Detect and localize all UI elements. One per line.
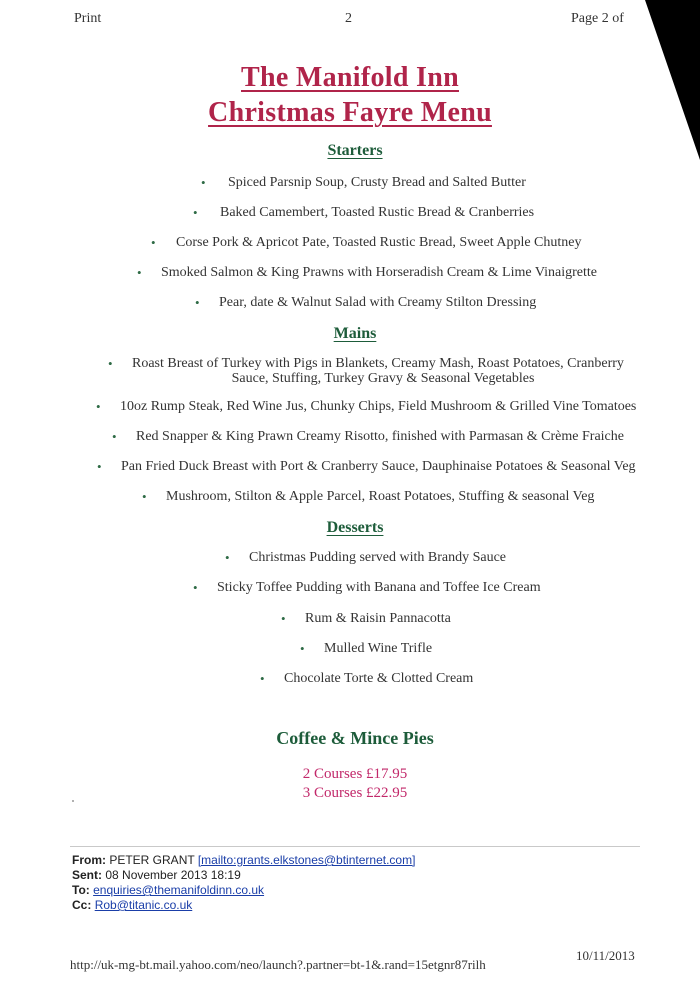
email-cc-line: Cc: Rob@titanic.co.uk — [72, 898, 193, 912]
bullet-icon: • — [112, 429, 117, 444]
coffee-heading: Coffee & Mince Pies — [276, 728, 434, 748]
footer-url: http://uk-mg-bt.mail.yahoo.com/neo/launch?.partner=bt-1&.rand=15etgnr87rilh — [70, 957, 486, 972]
menu-item: • Spiced Parsnip Soup, Crusty Bread and Salted Butter — [201, 175, 526, 190]
print-label: Print — [74, 11, 102, 26]
menu-item: • Mushroom, Stilton & Apple Parcel, Roast Potatoes, Stuffing & seasonal Veg — [142, 489, 595, 504]
page-number: 2 — [345, 11, 352, 26]
bullet-icon: • — [195, 295, 200, 310]
bullet-icon: • — [193, 580, 198, 595]
menu-item: • Chocolate Torte & Clotted Cream — [260, 671, 474, 686]
bullet-icon: • — [193, 205, 198, 220]
bullet-icon: • — [281, 611, 286, 626]
bullet-icon: • — [300, 641, 305, 656]
menu-item: • Smoked Salmon & King Prawns with Horseradish Cream & Lime Vinaigrette — [137, 265, 597, 280]
bullet-icon: • — [260, 671, 265, 686]
page-count: Page 2 of — [571, 11, 624, 26]
bullet-icon: • — [108, 356, 113, 371]
divider — [70, 846, 640, 847]
price-three-courses: 3 Courses £22.95 — [302, 785, 408, 801]
menu-item: • Rum & Raisin Pannacotta — [281, 611, 451, 626]
title-line-2: Christmas Fayre Menu — [208, 97, 492, 128]
menu-item: • Sticky Toffee Pudding with Banana and Toffee Ice Cream — [193, 580, 541, 595]
bullet-icon: • — [96, 399, 101, 414]
mains-heading: Mains — [333, 325, 377, 342]
email-from-line: From: PETER GRANT [mailto:grants.elkstones@btinternet.com] — [72, 853, 416, 867]
menu-item: • Baked Camembert, Toasted Rustic Bread & Cranberries — [193, 205, 535, 220]
bullet-icon: • — [225, 550, 230, 565]
menu-item: • Red Snapper & King Prawn Creamy Risotto, finished with Parmasan & Crème Fraiche — [112, 429, 624, 444]
scan-speck — [72, 800, 74, 802]
to-email-link[interactable]: enquiries@themanifoldinn.co.uk — [93, 883, 265, 897]
from-mailto-link[interactable]: [mailto:grants.elkstones@btinternet.com] — [197, 853, 416, 867]
bullet-icon: • — [137, 265, 142, 280]
menu-item: • Corse Pork & Apricot Pate, Toasted Rustic Bread, Sweet Apple Chutney — [151, 235, 582, 250]
title-line-1: The Manifold Inn — [241, 62, 459, 93]
menu-item: • Pear, date & Walnut Salad with Creamy Stilton Dressing — [195, 295, 537, 310]
price-two-courses: 2 Courses £17.95 — [302, 766, 408, 782]
bullet-icon: • — [201, 175, 206, 190]
desserts-heading: Desserts — [326, 519, 384, 536]
menu-item: • Pan Fried Duck Breast with Port & Cranberry Sauce, Dauphinaise Potatoes & Seasonal Veg — [97, 459, 636, 474]
footer-date: 10/11/2013 — [576, 948, 635, 963]
menu-item: • Christmas Pudding served with Brandy Sauce — [225, 550, 507, 565]
starters-heading: Starters — [327, 142, 383, 159]
bullet-icon: • — [97, 459, 102, 474]
cc-email-link[interactable]: Rob@titanic.co.uk — [94, 898, 193, 912]
email-to-line: To: enquiries@themanifoldinn.co.uk — [72, 883, 265, 897]
bullet-icon: • — [151, 235, 156, 250]
email-sent-line: Sent: 08 November 2013 18:19 — [72, 868, 241, 882]
menu-item: • 10oz Rump Steak, Red Wine Jus, Chunky Chips, Field Mushroom & Grilled Vine Tomatoes — [96, 399, 637, 414]
bullet-icon: • — [142, 489, 147, 504]
menu-item: • Mulled Wine Trifle — [300, 641, 433, 656]
menu-item: • Roast Breast of Turkey with Pigs in Blankets, Creamy Mash, Roast Potatoes, Cranberry Sauce, Stuffing, Turkey Gravy & Seasonal Vegetables — [108, 356, 624, 386]
